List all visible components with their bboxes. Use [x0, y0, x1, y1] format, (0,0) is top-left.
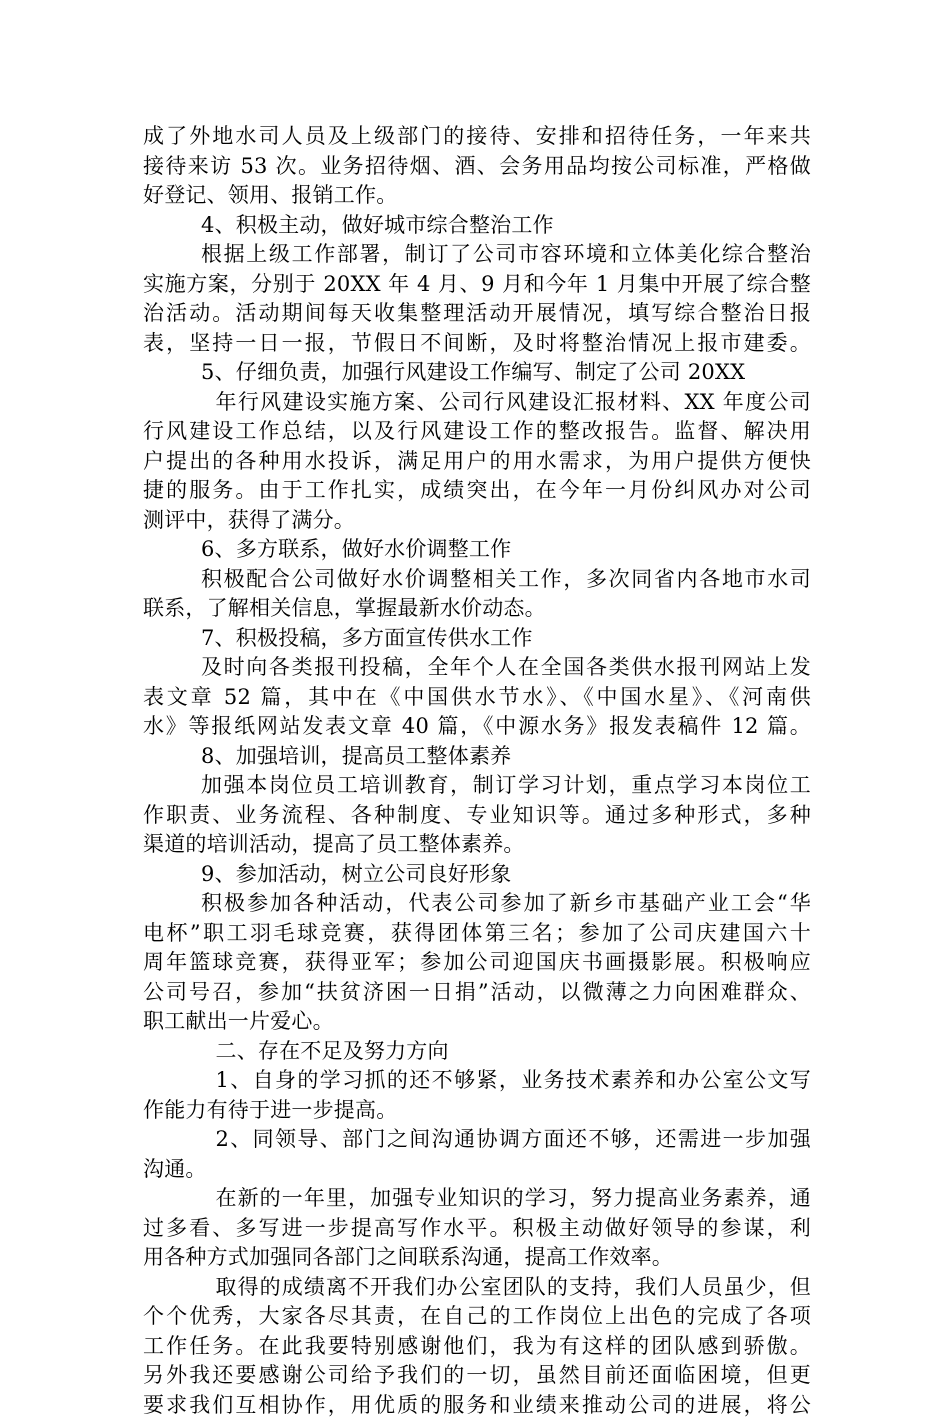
text-line: 户提出的各种用水投诉，满足用户的用水需求，为用户提供方便快 [143, 447, 811, 477]
text-line: 作职责、业务流程、各种制度、专业知识等。通过多种形式，多种 [143, 801, 811, 831]
text-line: 用各种方式加强同各部门之间联系沟通，提高工作效率。 [143, 1243, 811, 1273]
text-line: 过多看、多写进一步提高写作水平。积极主动做好领导的参谋，利 [143, 1214, 811, 1244]
text-line: 8、加强培训，提高员工整体素养 [143, 742, 811, 772]
text-line: 6、多方联系，做好水价调整工作 [143, 535, 811, 565]
text-line: 取得的成绩离不开我们办公室团队的支持，我们人员虽少，但 [143, 1273, 811, 1303]
text-line: 成了外地水司人员及上级部门的接待、安排和招待任务，一年来共 [143, 122, 811, 152]
text-line: 积极配合公司做好水价调整相关工作，多次同省内各地市水司 [143, 565, 811, 595]
text-line: 水》等报纸网站发表文章 40 篇，《中源水务》报发表稿件 12 篇。 [143, 712, 811, 742]
text-line: 行风建设工作总结，以及行风建设工作的整改报告。监督、解决用 [143, 417, 811, 447]
text-line: 公司号召，参加“扶贫济困一日捐”活动，以微薄之力向困难群众、 [143, 978, 811, 1008]
text-line: 治活动。活动期间每天收集整理活动开展情况，填写综合整治日报 [143, 299, 811, 329]
text-line: 在新的一年里，加强专业知识的学习，努力提高业务素养，通 [143, 1184, 811, 1214]
text-line: 实施方案，分别于 20XX 年 4 月、9 月和今年 1 月集中开展了综合整 [143, 270, 811, 300]
text-line: 沟通。 [143, 1155, 811, 1185]
text-line: 联系，了解相关信息，掌握最新水价动态。 [143, 594, 811, 624]
text-line: 表文章 52 篇，其中在《中国供水节水》、《中国水星》、《河南供 [143, 683, 811, 713]
text-line: 二、存在不足及努力方向 [143, 1037, 811, 1067]
text-line: 4、积极主动，做好城市综合整治工作 [143, 211, 811, 241]
text-line: 捷的服务。由于工作扎实，成绩突出，在今年一月份纠风办对公司 [143, 476, 811, 506]
text-line: 及时向各类报刊投稿，全年个人在全国各类供水报刊网站上发 [143, 653, 811, 683]
text-line: 9、参加活动，树立公司良好形象 [143, 860, 811, 890]
text-line: 表，坚持一日一报，节假日不间断，及时将整治情况上报市建委。 [143, 329, 811, 359]
text-line: 渠道的培训活动，提高了员工整体素养。 [143, 830, 811, 860]
text-line: 接待来访 53 次。业务招待烟、酒、会务用品均按公司标准，严格做 [143, 152, 811, 182]
text-line: 周年篮球竞赛，获得亚军；参加公司迎国庆书画摄影展。积极响应 [143, 948, 811, 978]
text-line: 好登记、领用、报销工作。 [143, 181, 811, 211]
text-line: 加强本岗位员工培训教育，制订学习计划，重点学习本岗位工 [143, 771, 811, 801]
text-line: 积极参加各种活动，代表公司参加了新乡市基础产业工会“华 [143, 889, 811, 919]
text-line: 工作任务。在此我要特别感谢他们，我为有这样的团队感到骄傲。 [143, 1332, 811, 1362]
text-line: 年行风建设实施方案、公司行风建设汇报材料、XX 年度公司 [143, 388, 811, 418]
text-line: 要求我们互相协作，用优质的服务和业绩来推动公司的进展，将公 [143, 1391, 811, 1420]
text-line: 电杯”职工羽毛球竞赛，获得团体第三名；参加了公司庆建国六十 [143, 919, 811, 949]
text-line: 另外我还要感谢公司给予我们的一切，虽然目前还面临困境，但更 [143, 1361, 811, 1391]
text-line: 7、积极投稿，多方面宣传供水工作 [143, 624, 811, 654]
text-line: 职工献出一片爱心。 [143, 1007, 811, 1037]
text-line: 5、仔细负责，加强行风建设工作编写、制定了公司 20XX [143, 358, 811, 388]
text-line: 个个优秀，大家各尽其责，在自己的工作岗位上出色的完成了各项 [143, 1302, 811, 1332]
text-line: 根据上级工作部署，制订了公司市容环境和立体美化综合整治 [143, 240, 811, 270]
text-line: 2、同领导、部门之间沟通协调方面还不够，还需进一步加强 [143, 1125, 811, 1155]
text-line: 作能力有待于进一步提高。 [143, 1096, 811, 1126]
text-line: 测评中，获得了满分。 [143, 506, 811, 536]
document-page [143, 122, 811, 1420]
text-line: 1、自身的学习抓的还不够紧，业务技术素养和办公室公文写 [143, 1066, 811, 1096]
